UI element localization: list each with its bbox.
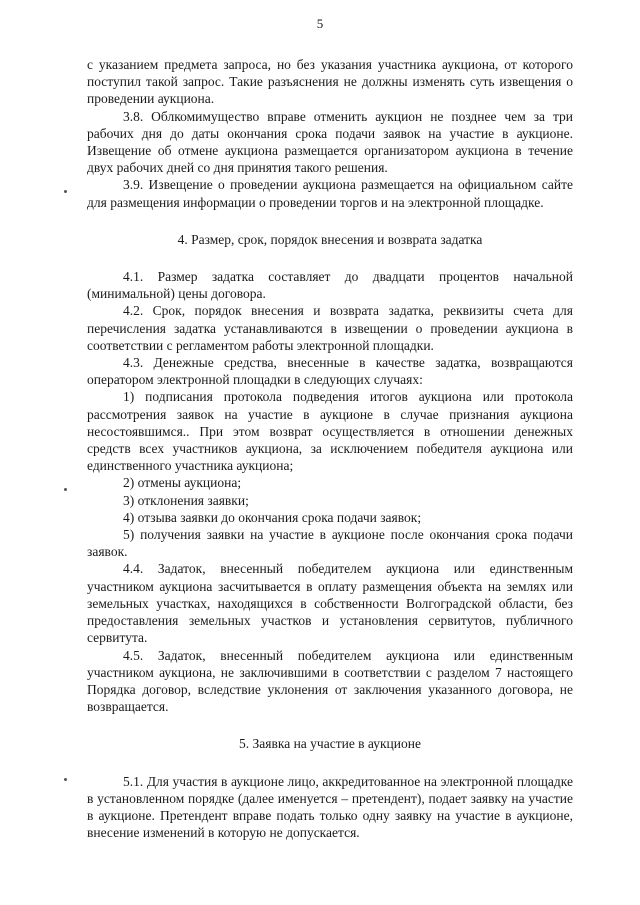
paragraph-4-4: 4.4. Задаток, внесенный победителем аукциона или единственным участником аукциона засчитывается в оплату размещения объекта на землях или земельных участках, находящихся в собственности Волгоградской области, без предоставления земельных участков и установления сервитутов, публичного сервитута. (87, 561, 573, 646)
paragraph-4-5: 4.5. Задаток, внесенный победителем аукциона или единственным участником аукциона, не заключившими в соответствии с разделом 7 настоящего Порядка договор, вследствие уклонения от заключения указанного договора, не возвращается. (87, 647, 573, 715)
list-item-1: 1) подписания протокола подведения итогов аукциона или протокола рассмотрения заявок на участие в аукционе в случае признания аукциона несостоявшимся.. При этом возврат осуществляется в отношении денежных средств всех участников аукциона, за исключением победителя аукциона или единственного участника аукциона; (87, 389, 573, 474)
margin-mark (64, 778, 67, 781)
paragraph-5-1: 5.1. Для участия в аукционе лицо, аккредитованное на электронной площадке в установленном порядке (далее именуется – претендент), подает заявку на участие в аукционе. Претендент вправе подать только одну заявку на участие в аукционе, внесение изменений в которую не допускается. (87, 773, 573, 841)
list-item-3: 3) отклонения заявки; (123, 492, 249, 508)
paragraph-continuation: с указанием предмета запроса, но без указания участника аукциона, от которого поступил такой запрос. Такие разъяснения не должны изменять суть извещения о проведении аукциона. (87, 57, 573, 107)
list-item-4: 4) отзыва заявки до окончания срока подачи заявок; (123, 509, 422, 525)
margin-mark (64, 488, 67, 491)
margin-mark (64, 190, 67, 193)
page-number: 5 (316, 16, 324, 31)
paragraph-3-8: 3.8. Облкомимущество вправе отменить аукцион не позднее чем за три рабочих дня до даты окончания срока подачи заявок на участие в аукционе. Извещение об отмене аукциона размещается организатором аукциона в течение двух рабочих дней со дня принятия такого решения. (87, 108, 573, 176)
list-item-2: 2) отмены аукциона; (123, 475, 242, 491)
paragraph-4-3: 4.3. Денежные средства, внесенные в качестве задатка, возвращаются оператором электронной площадки в следующих случаях: (87, 355, 573, 388)
paragraph-3-9: 3.9. Извещение о проведении аукциона размещается на официальном сайте для размещения информации о проведении торгов и на электронной площадке. (87, 177, 573, 210)
list-item-5: 5) получения заявки на участие в аукционе после окончания срока подачи заявок. (87, 527, 573, 560)
section-heading-4: 4. Размер, срок, порядок внесения и возврата задатка (177, 231, 483, 247)
paragraph-4-1: 4.1. Размер задатка составляет до двадцати процентов начальной (минимальной) цены договора. (87, 269, 573, 302)
paragraph-4-2: 4.2. Срок, порядок внесения и возврата задатка, реквизиты счета для перечисления задатка устанавливаются в извещении о проведении аукциона в соответствии с регламентом работы электронной площадки. (87, 303, 573, 353)
document-body (87, 56, 573, 841)
section-heading-5: 5. Заявка на участие в аукционе (239, 736, 421, 752)
